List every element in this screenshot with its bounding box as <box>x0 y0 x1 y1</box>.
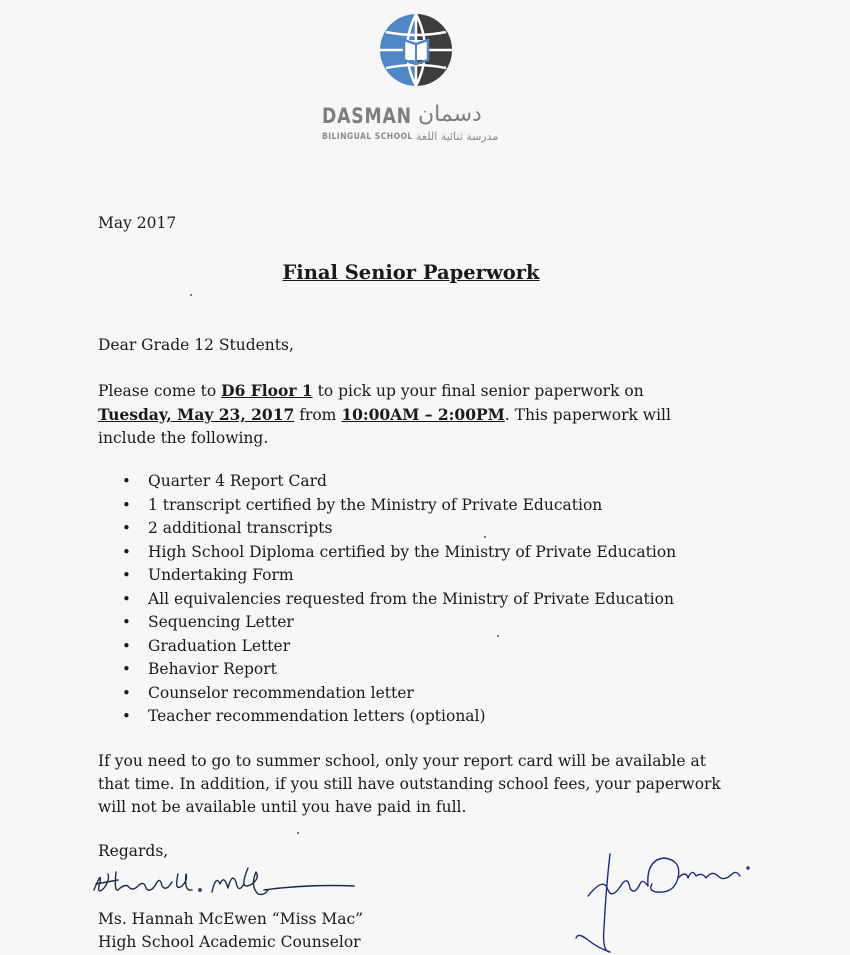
pickup-date: Tuesday, May 23, 2017 <box>98 405 295 424</box>
school-name-en: DASMAN <box>322 104 412 128</box>
pickup-location: D6 Floor 1 <box>221 381 313 400</box>
school-subtitle-ar: مدرسة ثنائية اللغة <box>416 130 499 143</box>
list-item: • 2 additional transcripts <box>98 517 676 541</box>
intro-text-3: from <box>294 406 342 424</box>
school-name-ar: دسمان <box>418 102 482 127</box>
scan-speck <box>497 635 499 637</box>
regards-text: Regards, <box>98 842 169 860</box>
scan-speck <box>190 294 192 296</box>
globe-book-icon <box>378 10 458 96</box>
intro-text-1: Please come to <box>98 382 222 400</box>
list-item: • Behavior Report <box>98 658 676 682</box>
pickup-time: 10:00AM – 2:00PM <box>341 405 505 424</box>
list-item: • Counselor recommendation letter <box>98 682 676 706</box>
intro-text-2: to pick up your final senior paperwork on <box>312 382 644 400</box>
closing-paragraph: If you need to go to summer school, only your report card will be available at that time. In addition, if you still have outstanding school fees, your paperwork will not be available until you have paid in full. <box>98 752 721 816</box>
administrator-signature <box>568 848 758 955</box>
letter-date: May 2017 <box>98 214 177 232</box>
list-item: • Sequencing Letter <box>98 611 676 635</box>
list-item: • Graduation Letter <box>98 635 676 659</box>
intro-paragraph <box>98 379 718 450</box>
list-item: • Quarter 4 Report Card <box>98 470 676 494</box>
list-item: • High School Diploma certified by the Ministry of Private Education <box>98 541 676 565</box>
list-item: • Undertaking Form <box>98 564 676 588</box>
counselor-signature <box>88 862 363 906</box>
scan-speck <box>297 832 299 834</box>
intro-text-4: . This paperwork will include the following. <box>98 406 671 447</box>
scan-speck <box>484 536 486 538</box>
paperwork-list <box>98 470 676 729</box>
signer-title: High School Academic Counselor <box>98 933 361 951</box>
list-item: • Teacher recommendation letters (optional) <box>98 705 676 729</box>
school-subtitle-en: BILINGUAL SCHOOL <box>322 132 413 142</box>
letter-title: Final Senior Paperwork <box>282 261 540 284</box>
letter-greeting: Dear Grade 12 Students, <box>98 336 294 354</box>
list-item: • 1 transcript certified by the Ministry of Private Education <box>98 494 676 518</box>
school-logo <box>322 8 512 148</box>
signer-name: Ms. Hannah McEwen “Miss Mac” <box>98 910 364 928</box>
list-item: • All equivalencies requested from the Ministry of Private Education <box>98 588 676 612</box>
